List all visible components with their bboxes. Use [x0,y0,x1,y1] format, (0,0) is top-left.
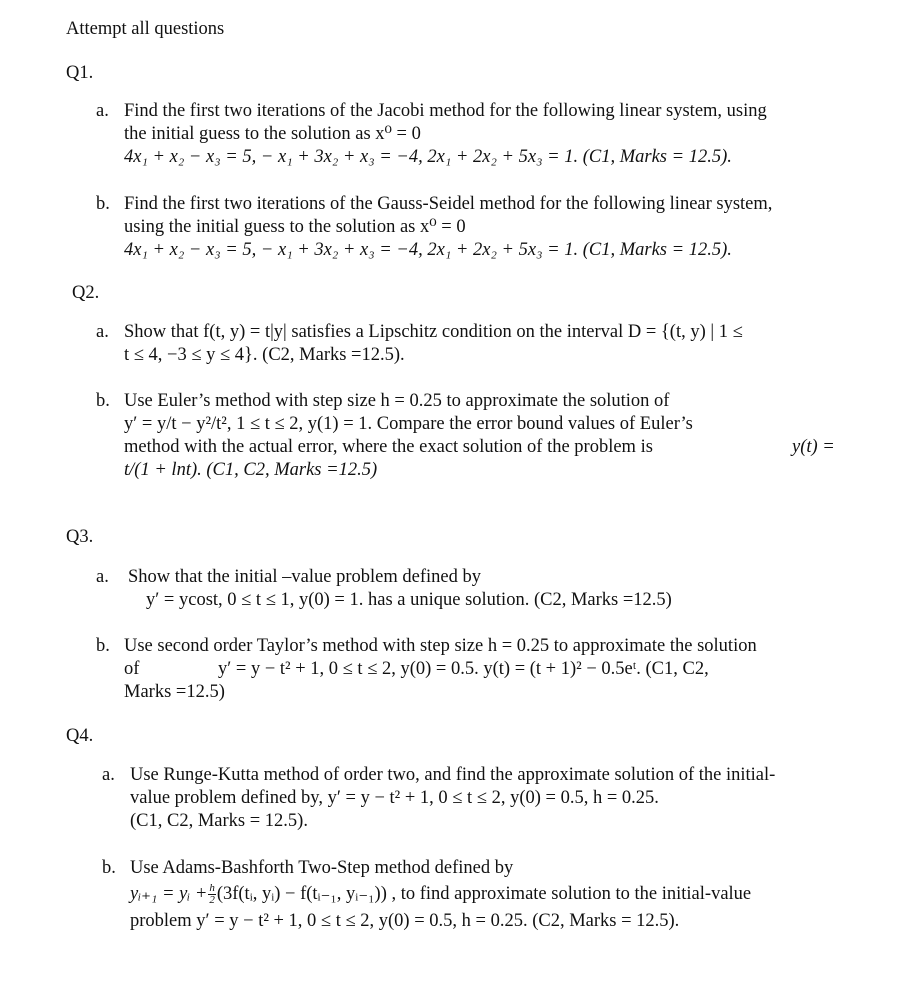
q3b-line2-left: of [124,659,140,679]
q3b-line3: Marks =12.5) [124,682,225,702]
q4b-fraction-num: h [209,882,215,895]
q3a-line2: y′ = ycost, 0 ≤ t ≤ 1, y(0) = 1. has a unique solution. (C2, Marks =12.5) [146,590,672,610]
q4a-line3: (C1, C2, Marks = 12.5). [130,811,308,831]
q4a-line1: Use Runge-Kutta method of order two, and find the approximate solution of the initial- [130,765,776,785]
q2b-line1: Use Euler’s method with step size h = 0.25 to approximate the solution of [124,391,670,411]
q4-label: Q4. [66,726,94,746]
q1b-line2: using the initial guess to the solution as x⁰ = 0 [124,217,466,237]
q3b-line1: Use second order Taylor’s method with step size h = 0.25 to approximate the solution [124,636,757,656]
q4b-fraction-den: 2 [209,894,215,907]
q4b-line1: Use Adams-Bashforth Two-Step method defined by [130,858,514,878]
q1a-line1: Find the first two iterations of the Jacobi method for the following linear system, using [124,101,767,121]
q2b-line4: t/(1 + lnt). (C1, C2, Marks =12.5) [124,460,378,480]
q1-label: Q1. [66,63,94,83]
q4b-fraction [208,883,216,906]
q2b-marker: b. [96,391,110,411]
q1a-marker: a. [96,101,109,121]
q1a-line3: 4x₁ + x₂ − x₃ = 5, − x₁ + 3x₂ + x₃ = −4, 2x₁ + 2x₂ + 5x₃ = 1. (C1, Marks = 12.5). [124,147,732,167]
q3b-marker: b. [96,636,110,656]
q1b-line1: Find the first two iterations of the Gauss-Seidel method for the following linear system, [124,194,773,214]
q2b-line3: method with the actual error, where the exact solution of the problem is [124,437,653,457]
q3b-line2: y′ = y − t² + 1, 0 ≤ t ≤ 2, y(0) = 0.5. y(t) = (t + 1)² − 0.5eᵗ. (C1, C2, [218,659,709,679]
q3a-line1: Show that the initial –value problem defined by [128,567,481,587]
q4b-formula-lhs: yᵢ₊₁ = yᵢ + [130,884,208,904]
q4b-marker: b. [102,858,116,878]
q2a-line2: t ≤ 4, −3 ≤ y ≤ 4}. (C2, Marks =12.5). [124,345,405,365]
q4a-marker: a. [102,765,115,785]
q2b-line2: y′ = y/t − y²/t², 1 ≤ t ≤ 2, y(1) = 1. Compare the error bound values of Euler’s [124,414,693,434]
q3-label: Q3. [66,527,94,547]
q1b-line3: 4x₁ + x₂ − x₃ = 5, − x₁ + 3x₂ + x₃ = −4, 2x₁ + 2x₂ + 5x₃ = 1. (C1, Marks = 12.5). [124,240,732,260]
q1a-line2: the initial guess to the solution as x⁰ = 0 [124,124,421,144]
q4b-line3: problem y′ = y − t² + 1, 0 ≤ t ≤ 2, y(0) = 0.5, h = 0.25. (C2, Marks = 12.5). [130,911,680,931]
q4a-line2: value problem defined by, y′ = y − t² + 1, 0 ≤ t ≤ 2, y(0) = 0.5, h = 0.25. [130,788,659,808]
page-heading: Attempt all questions [66,19,225,39]
q4b-formula-rest: (3f(tᵢ, yᵢ) − f(tᵢ₋₁, yᵢ₋₁)) , to find approximate solution to the initial-value [216,884,752,904]
q2b-line3-right: y(t) = [792,437,835,457]
q2a-line1: Show that f(t, y) = t|y| satisfies a Lipschitz condition on the interval D = {(t, y) | 1 ≤ [124,322,743,342]
q2-label: Q2. [72,283,100,303]
q4b-line2 [130,883,751,906]
q1b-marker: b. [96,194,110,214]
q2a-marker: a. [96,322,109,342]
q3a-marker: a. [96,567,109,587]
